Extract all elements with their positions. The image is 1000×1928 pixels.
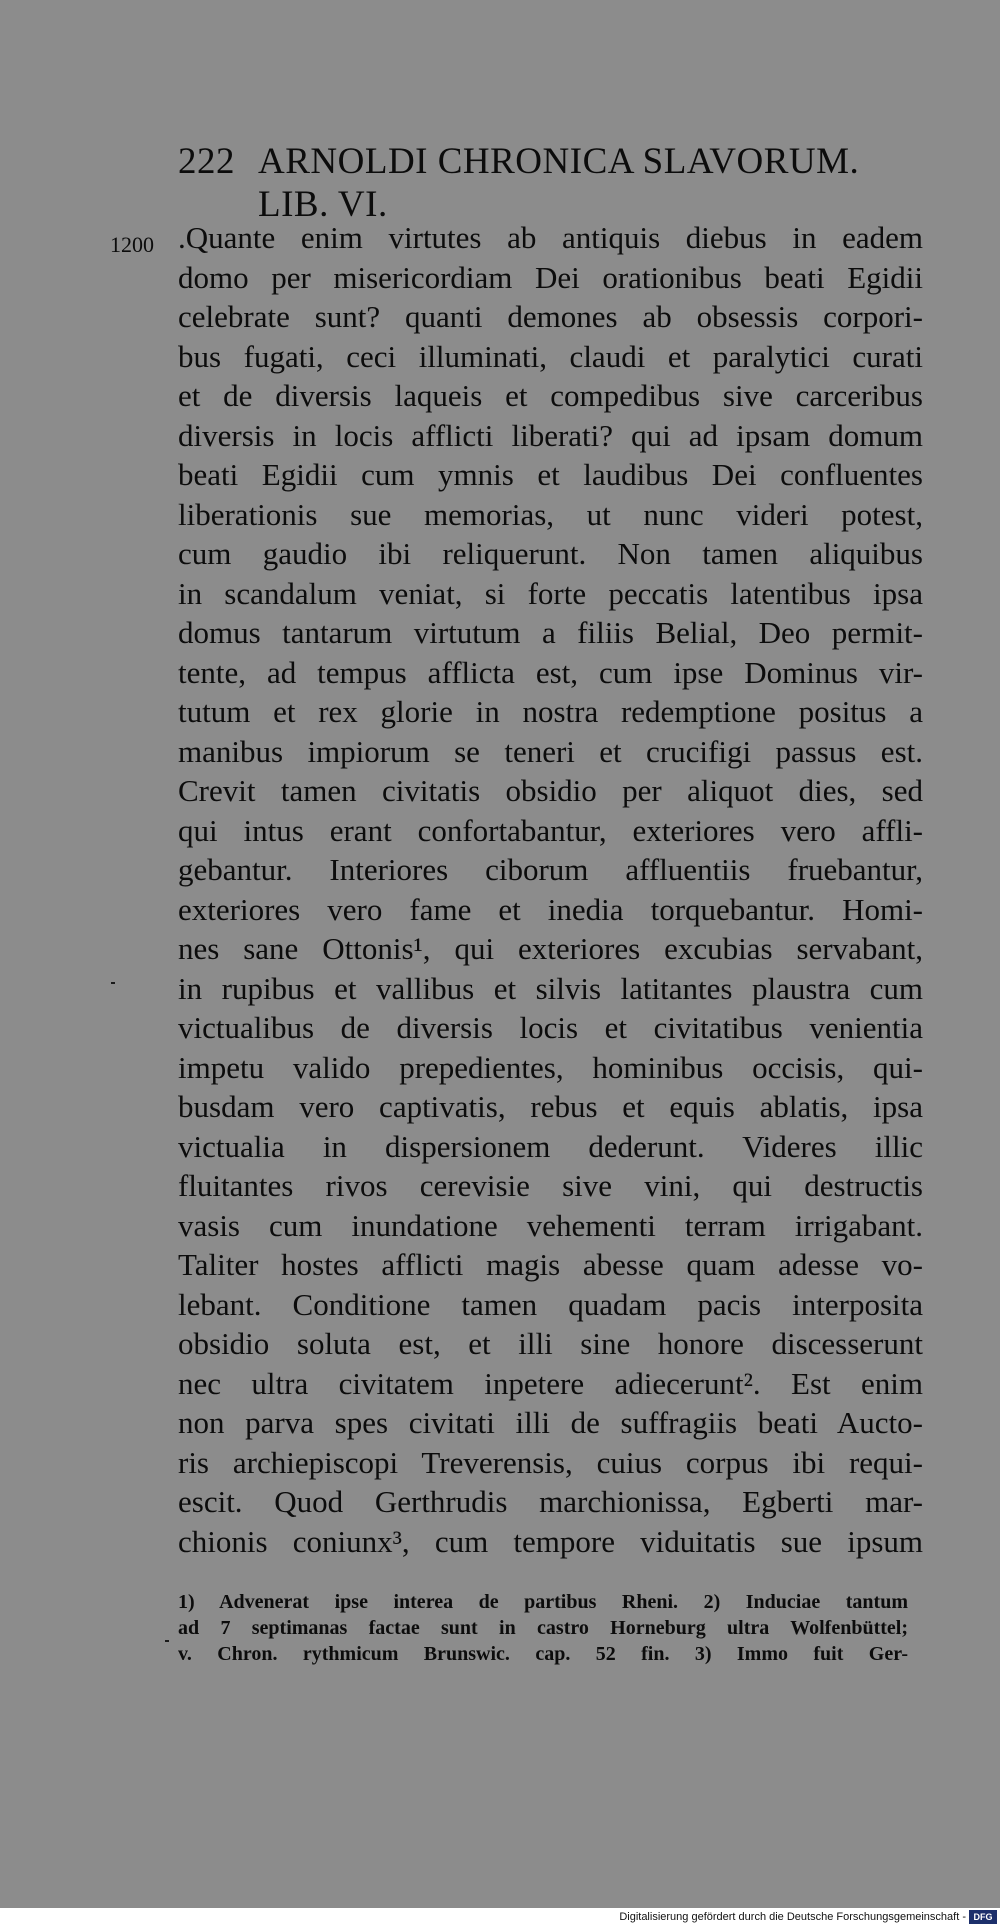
page-header [178, 140, 923, 225]
text-line: vasis cum inundatione vehementi terram irrigabant. [178, 1207, 923, 1243]
text-line: busdam vero captivatis, rebus et equis ablatis, ipsa [178, 1089, 923, 1124]
text-line: victualia in dispersionem dederunt. Videres illic [178, 1128, 923, 1164]
text-line: manibus impiorum se teneri et crucifigi passus est. [178, 733, 923, 769]
text-line: escit. Quod Gerthrudis marchionissa, Egberti mar- [178, 1484, 923, 1519]
text-line: Taliter hostes afflicti magis abesse quam adesse vo- [178, 1247, 923, 1282]
text-line: et de diversis laqueis et compedibus sive carceribus [178, 378, 923, 413]
text-line: in scandalum veniat, si forte peccatis latentibus ipsa [178, 575, 923, 611]
text-line: liberationis sue memorias, ut nunc videri potest, [178, 496, 923, 532]
dfg-logo: DFG [969, 1910, 997, 1924]
text-line: fluitantes rivos cerevisie sive vini, qui destructis [178, 1168, 923, 1203]
footnotes [178, 1589, 908, 1667]
text-line: cum gaudio ibi reliquerunt. Non tamen aliquibus [178, 536, 923, 571]
text-line: tutum et rex glorie in nostra redemptione positus a [178, 694, 923, 729]
text-line: beati Egidii cum ymnis et laudibus Dei confluentes [178, 457, 923, 492]
text-line: celebrate sunt? quanti demones ab obsessis corpori- [178, 299, 923, 334]
text-line: chionis coniunx³, cum tempore viduitatis sue ipsum [178, 1523, 923, 1559]
text-line: lebant. Conditione tamen quadam pacis interposita [178, 1286, 923, 1322]
text-line: bus fugati, ceci illuminati, claudi et paralytici curati [178, 338, 923, 374]
text-line: qui intus erant confortabantur, exteriores vero affli- [178, 812, 923, 848]
text-line: nec ultra civitatem inpetere adiecerunt². Est enim [178, 1365, 923, 1401]
text-line: non parva spes civitati illi de suffragiis beati Aucto- [178, 1405, 923, 1440]
text-line: tente, ad tempus afflicta est, cum ipse Dominus vir- [178, 654, 923, 690]
text-line: ris archiepiscopi Treverensis, cuius corpus ibi requi- [178, 1444, 923, 1480]
text-line: diversis in locis afflicti liberati? qui ad ipsam domum [178, 417, 923, 453]
footnote-line: 1) Advenerat ipse interea de partibus Rheni. 2) Induciae tantum [178, 1591, 908, 1613]
text-line: gebantur. Interiores ciborum affluentiis fruebantur, [178, 852, 923, 887]
text-line: impetu valido prepedientes, hominibus occisis, qui- [178, 1049, 923, 1085]
margin-year: 1200 [110, 232, 154, 257]
body-text [178, 218, 923, 1561]
text-line: victualibus de diversis locis et civitatibus venientia [178, 1010, 923, 1045]
margin-mark [111, 982, 115, 984]
text-line: Crevit tamen civitatis obsidio per aliquot dies, sed [178, 773, 923, 808]
text-line: in rupibus et vallibus et silvis latitantes plaustra cum [178, 970, 923, 1006]
footnote-line: v. Chron. rythmicum Brunswic. cap. 52 fin. 3) Immo fuit Ger- [178, 1643, 908, 1665]
text-line: .Quante enim virtutes ab antiquis diebus in eadem [178, 220, 923, 255]
text-line: exteriores vero fame et inedia torquebantur. Homi- [178, 891, 923, 927]
text-line: domus tantarum virtutum a filiis Belial, Deo permit- [178, 615, 923, 650]
running-title: ARNOLDI CHRONICA SLAVORUM. LIB. VI. [258, 141, 860, 225]
margin-mark [165, 1640, 169, 1642]
text-line: nes sane Ottonis¹, qui exteriores excubias servabant, [178, 931, 923, 966]
text-line: domo per misericordiam Dei orationibus beati Egidii [178, 259, 923, 295]
text-line: obsidio soluta est, et illi sine honore discesserunt [178, 1326, 923, 1361]
footer-credit: Digitalisierung gefördert durch die Deutsche Forschungsgemeinschaft - [619, 1911, 966, 1923]
footnote-line: ad 7 septimanas factae sunt in castro Horneburg ultra Wolfenbüttel; [178, 1617, 908, 1639]
page-number: 222 [178, 141, 235, 182]
